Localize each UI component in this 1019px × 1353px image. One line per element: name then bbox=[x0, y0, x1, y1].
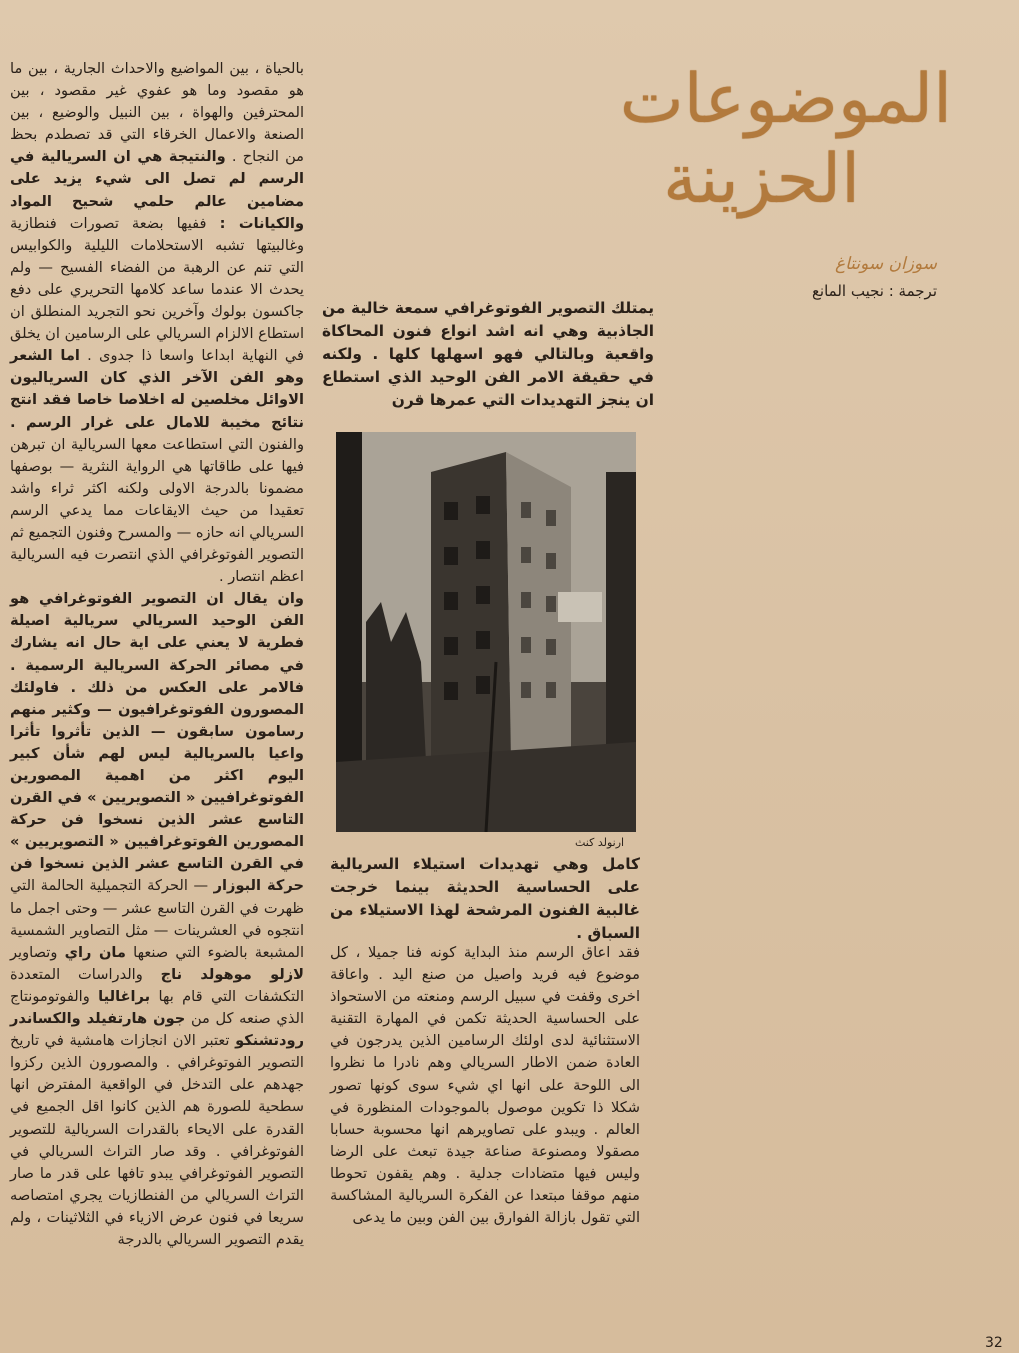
photo-credit: ارنولد كنث bbox=[575, 836, 625, 849]
lead-text: يمتلك التصوير الفوتوغرافي سمعة خالية من الجاذبية وهي انه اشد انواع فنون المحاكاة واقعية وبالتالي فهو اسهلها كلها . ولكنه في حقيقة الامر الفن الوحيد الذي استطاع ان ينجز التهديدات التي عمرها قرن bbox=[322, 299, 654, 409]
photo-illustration bbox=[336, 432, 636, 832]
text-run: وتصاوير bbox=[10, 943, 58, 961]
body-right-text: فقد اعاق الرسم منذ البداية كونه فنا جميلا ، كل موضوع فيه فريد واصيل من صنع اليد . واعاقة اخرى وقفت في سبيل الرسم ومنعته من الاستحواذ على الحساسية الحديثة تكمن في المهارة التقنية الاستثنائية لدى اولئك الرسامين الذين يدرجون في العادة ضمن الاطار السريالي وهم نادرا ما نظروا الى اللوحة على انها اي شيء سوى كونها تصور شكلا ذا تكوين موصول بالموجودات المنظورة في العالم . ويبدو على تصاويرهم انها محسوبة حسابا مصقولا ومصنوعة صناعة جيدة تبعث على الرضا وليس فيها متضادات جدلية . وهم يقفون تحوطا منهم موقفا مبتعدا عن الفكرة السريالية المشاكسة التي تقول بازالة الفوارق بين الفن وبين ما يدعى bbox=[330, 944, 640, 1227]
body-left-paragraph-2 bbox=[10, 588, 304, 1251]
lead-paragraph bbox=[322, 297, 654, 412]
text-run: والفنون التي استطاعت معها السريالية ان تبرهن فيها على طاقاتها هي الرواية النثرية — بوصفها مضمونا بالدرجة الاولى ولكنه اكثر ثراء واشد تعقيدا من حيث الايقاعات مما يدعي الرسم السريالي انه حازه — والمسرح وفنون التجميع ثم التصوير الفوتوغرافي الذي انتصرت فيه السريالية اعظم انتصار . bbox=[10, 435, 304, 586]
name-bragaglia: براغاليا bbox=[98, 987, 151, 1005]
text-run-bold: والنتيجة هي ان السريالية في الرسم لم تصل الى شيء يزيد على مضامين عالم حلمي شحيح المواد والكيانات : bbox=[10, 148, 305, 232]
body-column-left bbox=[10, 58, 304, 1251]
text-run: — الحركة التجميلية الحالمة التي ظهرت في القرن التاسع عشر — وحتى اجمل ما انتجوه في العشرينات — مثل التصاوير الشمسية المشبعة بالضوء التي صنعها bbox=[10, 877, 305, 961]
lead-continuation bbox=[330, 853, 640, 945]
article-title bbox=[350, 58, 960, 218]
author-name: سوزان سونتاغ bbox=[834, 254, 937, 274]
name-man-ray: مان راي bbox=[64, 943, 126, 961]
body-left-paragraph-1 bbox=[10, 58, 304, 588]
ruined-building-photo bbox=[336, 432, 636, 832]
text-run: تعتبر الان انجازات هامشية في تاريخ التصوير الفوتوغرافي . والمصورون الذين ركزوا جهدهم على التدخل في الواقعية المفترض انها سطحية للصورة هم الذين كانوا اقل الجميع في القدرة على الايحاء بالقدرات السريالية للتصوير الفوتوغرافي . وقد صار التراث السريالي في التصوير الفوتوغرافي يبدو تافها على قدر ما صار التراث السريالي من الفنطازيات يجري امتصاصه سريعا في فنون عرض الازياء في الثلاثينات ، ولم يقدم التصوير السريالي بالدرجة bbox=[10, 1032, 304, 1248]
text-run: ففيها بضعة تصورات فنطازية وغالبيتها تشبه الاستحلامات الليلية والكوابيس التي تنم عن الرهبة من الفضاء الفسيح — ولم يحدث الا عندما ساعد كلامها التحريري على دفع جاكسون بولوك وآخرين نحو التجريد المنطلق ان استطاع الالزام السريالي على الرسامين ان يخلق في النهاية ابداعا واسعا ذا جدوى . bbox=[10, 214, 305, 365]
text-run-bold: وان يقال ان التصوير الفوتوغرافي هو الفن الوحيد السريالي سريالية اصيلة فطرية لا يعني على اية حال انه يشارك في مصائر الحركة السريالية الرسمية . فالامر على العكس من ذلك . فاولئك المصورون الفوتوغرافيون — وكثير منهم رسامون سابقون — الذين تأثروا تأثرا واعيا بالسريالية ليس لهم شأن كبير اليوم اكثر من اهمية المصورين الفوتوغرافيين « التصويريين » في القرن التاسع عشر الذين نسخوا فن حركة المصورين الفوتوغرافيين « التصويريين » في القرن التاسع عشر الذين نسخوا فن حركة البوزار bbox=[10, 590, 304, 895]
text-run-bold: اما الشعر وهو الفن الآخر الذي كان السرياليون الاوائل مخلصين له اخلاصا خاصا فقد انتج نتائج مخيبة للامال على غرار الرسم . bbox=[10, 347, 304, 431]
article-title-line-1: الموضوعات bbox=[619, 60, 952, 139]
text-run: بالحياة ، بين المواضيع والاحداث الجارية ، بين ما هو مقصود وما هو عفوي غير مقصود ، بين المحترفين والهواة ، بين النبيل والوضيع ، بين الصنعة والاعمال الخرقاء التي قد تصطدم بحظ من النجاح . bbox=[10, 60, 305, 166]
translator-credit: ترجمة : نجيب المانع bbox=[811, 282, 937, 300]
text-run: والدراسات المتعددة التكشفات التي قام بها bbox=[10, 965, 305, 1005]
lead-continuation-text: كامل وهي تهديدات استيلاء السريالية على الحساسية الحديثة بينما خرجت غالبية الفنون المرشحة لهذا الاستيلاء من السباق . bbox=[330, 855, 640, 942]
name-heartfield-rodchenko: جون هارتفيلد والكساندر رودتشنكو bbox=[10, 1010, 304, 1050]
body-column-right bbox=[330, 942, 640, 1229]
name-moholy-nagy: لازلو موهولد ناج bbox=[160, 965, 305, 983]
text-run: والفوتومونتاج الذي صنعه كل من bbox=[10, 987, 305, 1028]
article-title-line-2: الحزينة bbox=[663, 140, 860, 219]
page-number: 32 bbox=[985, 1335, 1003, 1351]
